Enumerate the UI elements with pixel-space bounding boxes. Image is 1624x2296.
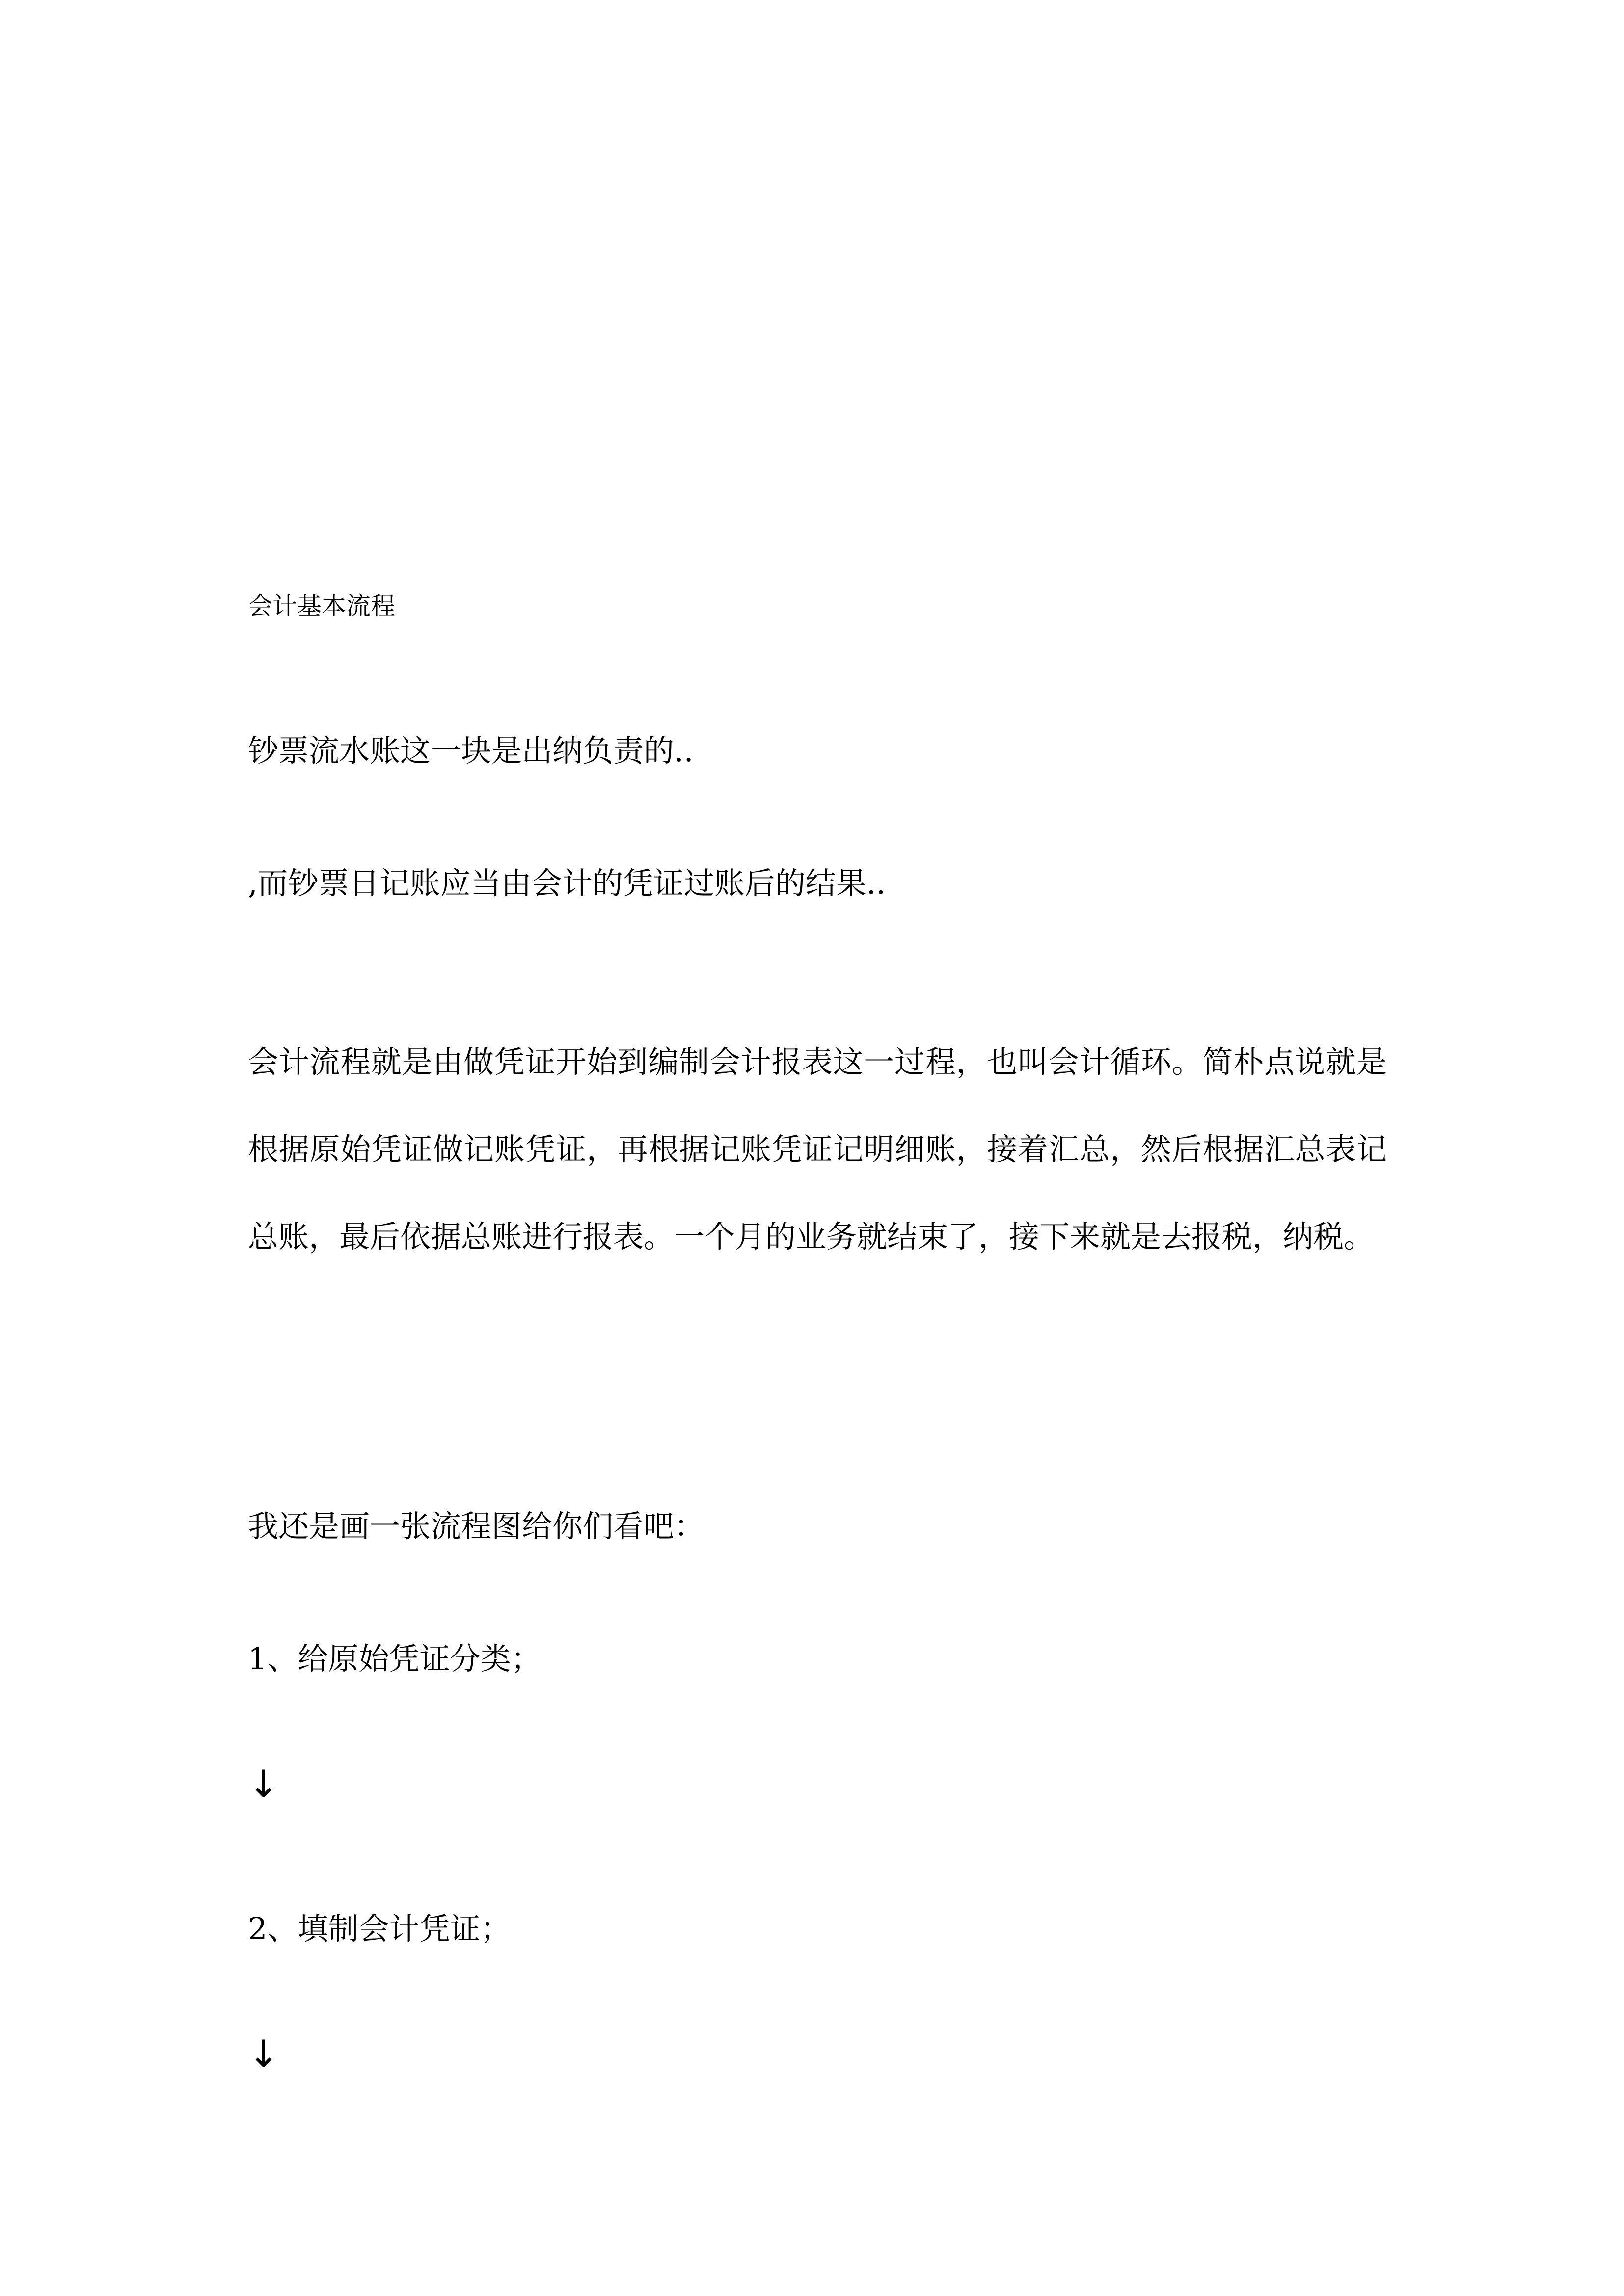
paragraph-accounting-cycle: 会计流程就是由做凭证开始到编制会计报表这一过程，也叫会计循环。简朴点说就是根据原始凭证做记账凭证，再根据记账凭证记明细账，接着汇总，然后根据汇总表记总账，最后依据总账进行报表。一个月的业务就结束了，接下来就是去报税，纳税。	[248, 1044, 1387, 1255]
text-line-cash-journal: 钞票流水账这一块是出纳负责的..	[248, 733, 694, 769]
text-line-flowchart-intro: 我还是画一张流程图给你们看吧：	[248, 1508, 705, 1544]
flow-step-1: 1、给原始凭证分类；	[248, 1641, 541, 1677]
flow-step-2: 2、填制会计凭证；	[248, 1911, 511, 1947]
down-arrow-icon: ↓	[248, 1762, 279, 1806]
text-line-cash-diary: ,而钞票日记账应当由会计的凭证过账后的结果..	[248, 865, 886, 901]
down-arrow-icon: ↓	[248, 2032, 279, 2076]
document-title: 会计基本流程	[248, 592, 395, 620]
